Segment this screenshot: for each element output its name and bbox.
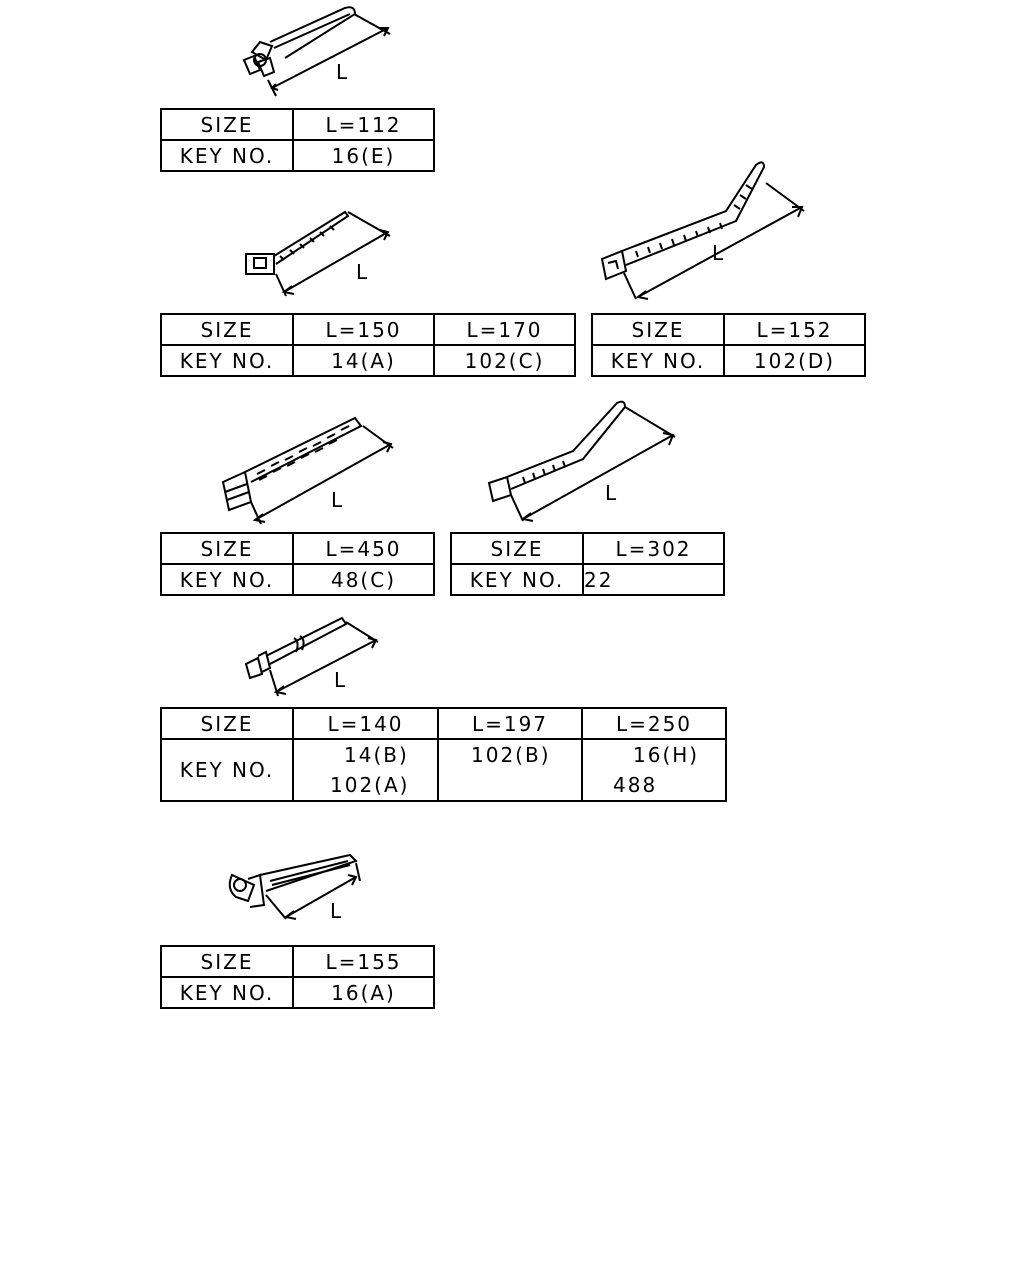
table-row	[451, 564, 724, 595]
key-value-cell	[293, 739, 438, 801]
tie-drawing-6	[238, 612, 388, 702]
table-row	[161, 345, 575, 376]
key-header: KEY NO.	[161, 739, 293, 801]
key-value: 488	[613, 773, 658, 797]
key-value: 48(C)	[293, 564, 434, 595]
table-row	[451, 533, 724, 564]
table-row	[161, 946, 434, 977]
key-header: KEY NO.	[161, 345, 293, 376]
key-header: KEY NO.	[592, 345, 724, 376]
spec-table-3	[591, 313, 866, 377]
size-value: L=112	[293, 109, 434, 140]
key-header: KEY NO.	[161, 140, 293, 171]
length-label: L	[330, 899, 342, 923]
tie-drawing-4	[215, 410, 405, 530]
key-value-cell	[438, 739, 582, 801]
size-value: L=152	[724, 314, 865, 345]
size-value: L=140	[293, 708, 438, 739]
table-row	[592, 345, 865, 376]
size-value: L=150	[293, 314, 434, 345]
table-row	[161, 140, 434, 171]
size-header: SIZE	[451, 533, 583, 564]
size-value: L=250	[582, 708, 726, 739]
key-value: 16(E)	[293, 140, 434, 171]
table-row	[161, 109, 434, 140]
size-value: L=155	[293, 946, 434, 977]
key-value: 102(C)	[434, 345, 575, 376]
key-value: 16(H)	[633, 743, 700, 767]
length-label: L	[356, 260, 368, 284]
key-value: 102(A)	[330, 773, 410, 797]
table-row	[161, 739, 726, 801]
spec-table-2	[160, 313, 576, 377]
key-header: KEY NO.	[161, 564, 293, 595]
table-row	[161, 314, 575, 345]
table-row	[161, 564, 434, 595]
size-value: L=450	[293, 533, 434, 564]
size-header: SIZE	[161, 109, 293, 140]
spec-table-5	[450, 532, 725, 596]
key-value: 102(D)	[724, 345, 865, 376]
key-value: 14(B)	[344, 743, 409, 767]
tie-drawing-5	[483, 395, 683, 525]
spec-table-7	[160, 945, 435, 1009]
table-row	[592, 314, 865, 345]
key-value-cell	[582, 739, 726, 801]
table-row	[161, 977, 434, 1008]
key-value: 22	[583, 564, 724, 595]
size-value: L=302	[583, 533, 724, 564]
size-header: SIZE	[161, 708, 293, 739]
size-header: SIZE	[592, 314, 724, 345]
length-label: L	[712, 241, 724, 265]
spec-table-4	[160, 532, 435, 596]
key-value: 102(B)	[471, 743, 551, 767]
tie-drawing-1	[230, 0, 400, 100]
length-label: L	[331, 488, 343, 512]
length-label: L	[605, 481, 617, 505]
key-value: 16(A)	[293, 977, 434, 1008]
key-header: KEY NO.	[451, 564, 583, 595]
size-header: SIZE	[161, 533, 293, 564]
table-row	[161, 708, 726, 739]
size-value: L=170	[434, 314, 575, 345]
length-label: L	[336, 60, 348, 84]
size-header: SIZE	[161, 314, 293, 345]
key-header: KEY NO.	[161, 977, 293, 1008]
length-label: L	[334, 668, 346, 692]
tie-drawing-2	[240, 200, 400, 300]
tie-drawing-3	[596, 155, 816, 305]
table-row	[161, 533, 434, 564]
spec-table-6	[160, 707, 727, 802]
tie-drawing-7	[220, 845, 370, 925]
size-header: SIZE	[161, 946, 293, 977]
key-value: 14(A)	[293, 345, 434, 376]
spec-table-1	[160, 108, 435, 172]
size-value: L=197	[438, 708, 582, 739]
